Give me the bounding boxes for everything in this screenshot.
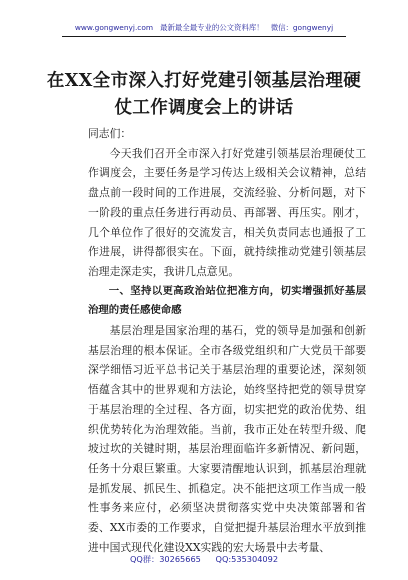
footer-qq: QQ:535304092 [215, 554, 279, 564]
header-slogan: 最新最全最专业的公文资料库！ [160, 23, 264, 32]
header-wechat: 微信：gongwenyj [270, 23, 334, 32]
header-divider [62, 36, 346, 37]
page-header [30, 22, 378, 33]
page-footer [0, 554, 408, 565]
paragraph-intro: 今天我们召开全市深入打好党建引领基层治理硬仗工作调度会，主要任务是学习传达上级相关会议精神，总结盘点前一段时间的工作进展，交流经验、分析问题，对下一阶段的重点任务进行再动员、再部署、再压实。刚才，几个单位作了很好的交流发言，相关负责同志也通报了工作进展，讲得都很实在。下面，就持续推动党建引领基层治理走深走实，我讲几点意见。 [88, 146, 366, 278]
footer-qq-group: QQ群：30265665 [129, 554, 201, 564]
document-body [88, 124, 366, 557]
title-line-1: 在XX全市深入打好党建引领基层治理硬 [46, 71, 362, 91]
paragraph-section-1: 基层治理是国家治理的基石，党的领导是加强和创新基层治理的根本保证。全市各级党组织和广大党员干部要深学细悟习近平总书记关于基层治理的重要论述，深刻领悟蕴含其中的世界观和方法论，始终坚持把党的领导贯穿于基层治理的全过程、各方面，切实把党的政治优势、组织优势转化为治理效能。当前，我市正处在转型升级、爬坡过坎的关键时期，基层治理面临许多新情况、新问题，任务十分艰巨繁重。大家要清醒地认识到，抓基层治理就是抓发展、抓民生、抓稳定。决不能把这项工作当成一般性事务来应付，必须坚决贯彻落实党中央决策部署和省委、XX市委的工作要求，自觉把提升基层治理水平放到推进中国式现代化建设XX实践的宏大场景中去考量、 [88, 324, 366, 554]
salutation: 同志们： [88, 127, 132, 140]
document-title [34, 68, 374, 122]
title-line-2: 仗工作调度会上的讲话 [114, 98, 294, 118]
section-heading-1: 一、坚持以更高政治站位把准方向，切实增强抓好基层治理的责任感使命感 [88, 284, 366, 317]
header-website[interactable]: www.gongwenyj.com [74, 23, 154, 32]
